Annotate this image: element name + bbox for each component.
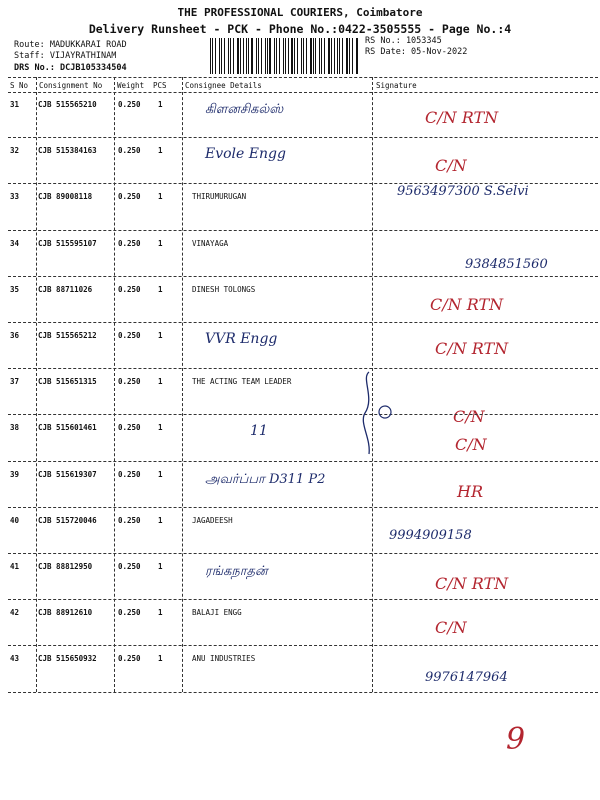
row-pcs: 1: [158, 562, 163, 571]
row-signature: C/N: [453, 407, 485, 427]
row-separator: [8, 368, 598, 369]
row-separator: [8, 599, 598, 600]
row-pcs: 1: [158, 654, 163, 664]
row-pcs: 1: [158, 238, 163, 248]
barcode-bar: [265, 38, 266, 74]
row-signature: 9563497300 S.Selvi: [397, 184, 529, 200]
row-separator: [8, 276, 598, 277]
row-separator: [8, 137, 598, 138]
row-consignee: THIRUMURUGAN: [192, 192, 247, 202]
barcode-bar: [313, 38, 314, 74]
barcode-bar: [219, 38, 221, 74]
barcode-bar: [356, 38, 357, 74]
row-consignment: CJB 515720046: [38, 515, 97, 525]
barcode-bar: [224, 38, 225, 74]
row-sno: 39: [10, 469, 20, 479]
barcode-bar: [237, 38, 239, 74]
row-weight: 0.250: [118, 469, 141, 479]
row-consignment: CJB 88812950: [38, 562, 93, 571]
row-weight: 0.250: [118, 377, 141, 387]
barcode-bar: [342, 38, 343, 74]
row-pcs: 1: [158, 469, 163, 479]
barcode-bar: [334, 38, 335, 74]
barcode-bar: [246, 38, 247, 74]
barcode-bar: [337, 38, 338, 74]
row-weight: 0.250: [118, 284, 141, 294]
row-weight: 0.250: [118, 423, 141, 433]
row-sno: 32: [10, 146, 20, 156]
row-sno: 37: [10, 377, 20, 387]
row-consignment: CJB 88912610: [38, 608, 93, 618]
row-consignee: DINESH TOLONGS: [192, 284, 256, 294]
rs-date: RS Date: 05-Nov-2022: [365, 47, 468, 57]
barcode-bar: [301, 38, 302, 74]
row-pcs: 1: [158, 192, 163, 202]
row-sno: 40: [10, 515, 20, 525]
row-consignee-handwritten: VVR Engg: [205, 331, 278, 347]
barcode-bar: [339, 38, 340, 74]
row-sno: 36: [10, 331, 20, 340]
barcode-bar: [294, 38, 295, 74]
row-weight: 0.250: [118, 562, 141, 571]
row-consignment: CJB 515619307: [38, 469, 97, 479]
barcode-bar: [319, 38, 320, 74]
row-consignment: CJB 515565210: [38, 100, 97, 109]
row-consignee-handwritten: அவர்ப்பா D311 P2: [205, 471, 326, 487]
row-separator: [8, 322, 598, 323]
barcode-bar: [221, 38, 222, 74]
row-signature: 9384851560: [465, 256, 548, 272]
barcode-bar: [240, 38, 241, 74]
row-consignment: CJB 515384163: [38, 146, 97, 156]
row-consignment: CJB 515595107: [38, 238, 97, 248]
sheet-subtitle: Delivery Runsheet - PCK - Phone No.:0422-3505555 - Page No.:4: [88, 22, 512, 36]
row-sno: 42: [10, 608, 20, 618]
barcode-bar: [276, 38, 277, 74]
barcode-bar: [210, 38, 211, 74]
row-sno: 43: [10, 654, 20, 664]
row-consignee-handwritten: 11: [250, 423, 268, 440]
barcode-bar: [315, 38, 316, 74]
col-header-consignment: Consignment No: [39, 81, 103, 90]
row-signature: C/N: [435, 156, 467, 176]
table-top-rule: [8, 77, 598, 78]
row-weight: 0.250: [118, 192, 141, 202]
barcode-bar: [303, 38, 304, 74]
table-header-rule: [8, 92, 598, 93]
row-consignee: VINAYAGA: [192, 238, 229, 248]
row-signature: C/N: [455, 435, 487, 455]
barcode-bar: [256, 38, 257, 74]
row-pcs: 1: [158, 146, 163, 156]
row-consignment: CJB 89008118: [38, 192, 93, 202]
col-header-signature: Signature: [376, 81, 417, 90]
barcode-bar: [267, 38, 268, 74]
barcode-bar: [321, 38, 322, 74]
row-signature: 9976147964: [425, 670, 508, 686]
bracket-mark: [355, 368, 395, 458]
row-consignment: CJB 515565212: [38, 331, 97, 340]
row-signature: HR: [457, 481, 483, 501]
barcode-bar: [285, 38, 286, 74]
row-weight: 0.250: [118, 515, 141, 525]
row-consignee: ANU INDUSTRIES: [192, 654, 256, 664]
row-consignment: CJB 515650932: [38, 654, 97, 664]
row-consignee: THE ACTING TEAM LEADER: [192, 377, 292, 387]
barcode-bar: [349, 38, 350, 74]
barcode-bar: [324, 38, 325, 74]
row-sno: 41: [10, 562, 20, 571]
row-separator: [8, 230, 598, 231]
barcode-bar: [230, 38, 231, 74]
row-signature: C/N: [435, 618, 467, 638]
barcode-bar: [288, 38, 289, 74]
barcode-bar: [352, 38, 353, 74]
row-consignment: CJB 515651315: [38, 377, 97, 387]
barcode-bar: [279, 38, 280, 74]
barcode-bar: [269, 38, 271, 74]
barcode-bar: [258, 38, 259, 74]
barcode-bar: [251, 38, 253, 74]
barcode-bar: [261, 38, 262, 74]
row-separator: [8, 553, 598, 554]
route-label: Route: MADUKKARAI ROAD: [14, 40, 127, 50]
barcode-bar: [297, 38, 298, 74]
row-pcs: 1: [158, 284, 163, 294]
barcode-bar: [310, 38, 312, 74]
row-consignee-handwritten: ரங்கநாதன்: [205, 564, 268, 579]
row-consignment: CJB 515601461: [38, 423, 97, 433]
row-separator: [8, 414, 598, 415]
row-weight: 0.250: [118, 100, 141, 109]
row-separator: [8, 692, 598, 693]
rs-number: RS No.: 1053345: [365, 36, 442, 46]
row-weight: 0.250: [118, 608, 141, 618]
row-pcs: 1: [158, 377, 163, 387]
barcode-bar: [215, 38, 216, 74]
page-mark: 9: [506, 722, 526, 757]
row-consignee-handwritten: Evole Engg: [205, 146, 286, 163]
col-header-consignee: Consignee Details: [185, 81, 262, 90]
row-weight: 0.250: [118, 331, 141, 340]
barcode-bar: [328, 38, 330, 74]
col-header-weight: Weight: [117, 81, 145, 90]
row-signature: C/N RTN: [430, 294, 504, 314]
row-pcs: 1: [158, 515, 163, 525]
staff-label: Staff: VIJAYRATHINAM: [14, 51, 117, 61]
drs-number: DRS No.: DCJB105334504: [14, 63, 127, 73]
col-header-sno: S No: [10, 81, 29, 90]
row-signature: 9994909158: [389, 527, 472, 543]
barcode-bar: [291, 38, 293, 74]
barcode-bar: [248, 38, 249, 74]
row-consignee: JAGADEESH: [192, 515, 233, 525]
barcode-bar: [306, 38, 307, 74]
row-signature: C/N RTN: [435, 574, 509, 593]
col-header-pcs: PCS: [153, 81, 167, 90]
row-separator: [8, 507, 598, 508]
row-separator: [8, 461, 598, 462]
barcode-bar: [228, 38, 229, 74]
row-signature: C/N RTN: [425, 108, 499, 127]
sheet-title: THE PROFESSIONAL COURIERS, Coimbatore: [177, 6, 423, 19]
row-pcs: 1: [158, 608, 163, 618]
row-consignee-handwritten: கிளனசிகல்ஸ்: [205, 102, 284, 117]
row-sno: 31: [10, 100, 20, 109]
barcode-bar: [212, 38, 213, 74]
row-weight: 0.250: [118, 654, 141, 664]
row-sno: 33: [10, 192, 20, 202]
row-sno: 35: [10, 284, 20, 294]
row-weight: 0.250: [118, 146, 141, 156]
row-pcs: 1: [158, 100, 163, 109]
barcode: [210, 38, 360, 74]
barcode-bar: [346, 38, 348, 74]
row-consignee: BALAJI ENGG: [192, 608, 242, 618]
row-separator: [8, 645, 598, 646]
row-pcs: 1: [158, 423, 163, 433]
barcode-bar: [233, 38, 234, 74]
row-weight: 0.250: [118, 238, 141, 248]
row-sno: 38: [10, 423, 20, 433]
row-consignment: CJB 88711026: [38, 284, 93, 294]
barcode-bar: [357, 38, 358, 74]
barcode-bar: [274, 38, 275, 74]
row-signature: C/N RTN: [435, 339, 509, 358]
barcode-bar: [283, 38, 284, 74]
row-pcs: 1: [158, 331, 163, 340]
row-sno: 34: [10, 238, 20, 248]
barcode-bar: [331, 38, 332, 74]
barcode-bar: [243, 38, 244, 74]
